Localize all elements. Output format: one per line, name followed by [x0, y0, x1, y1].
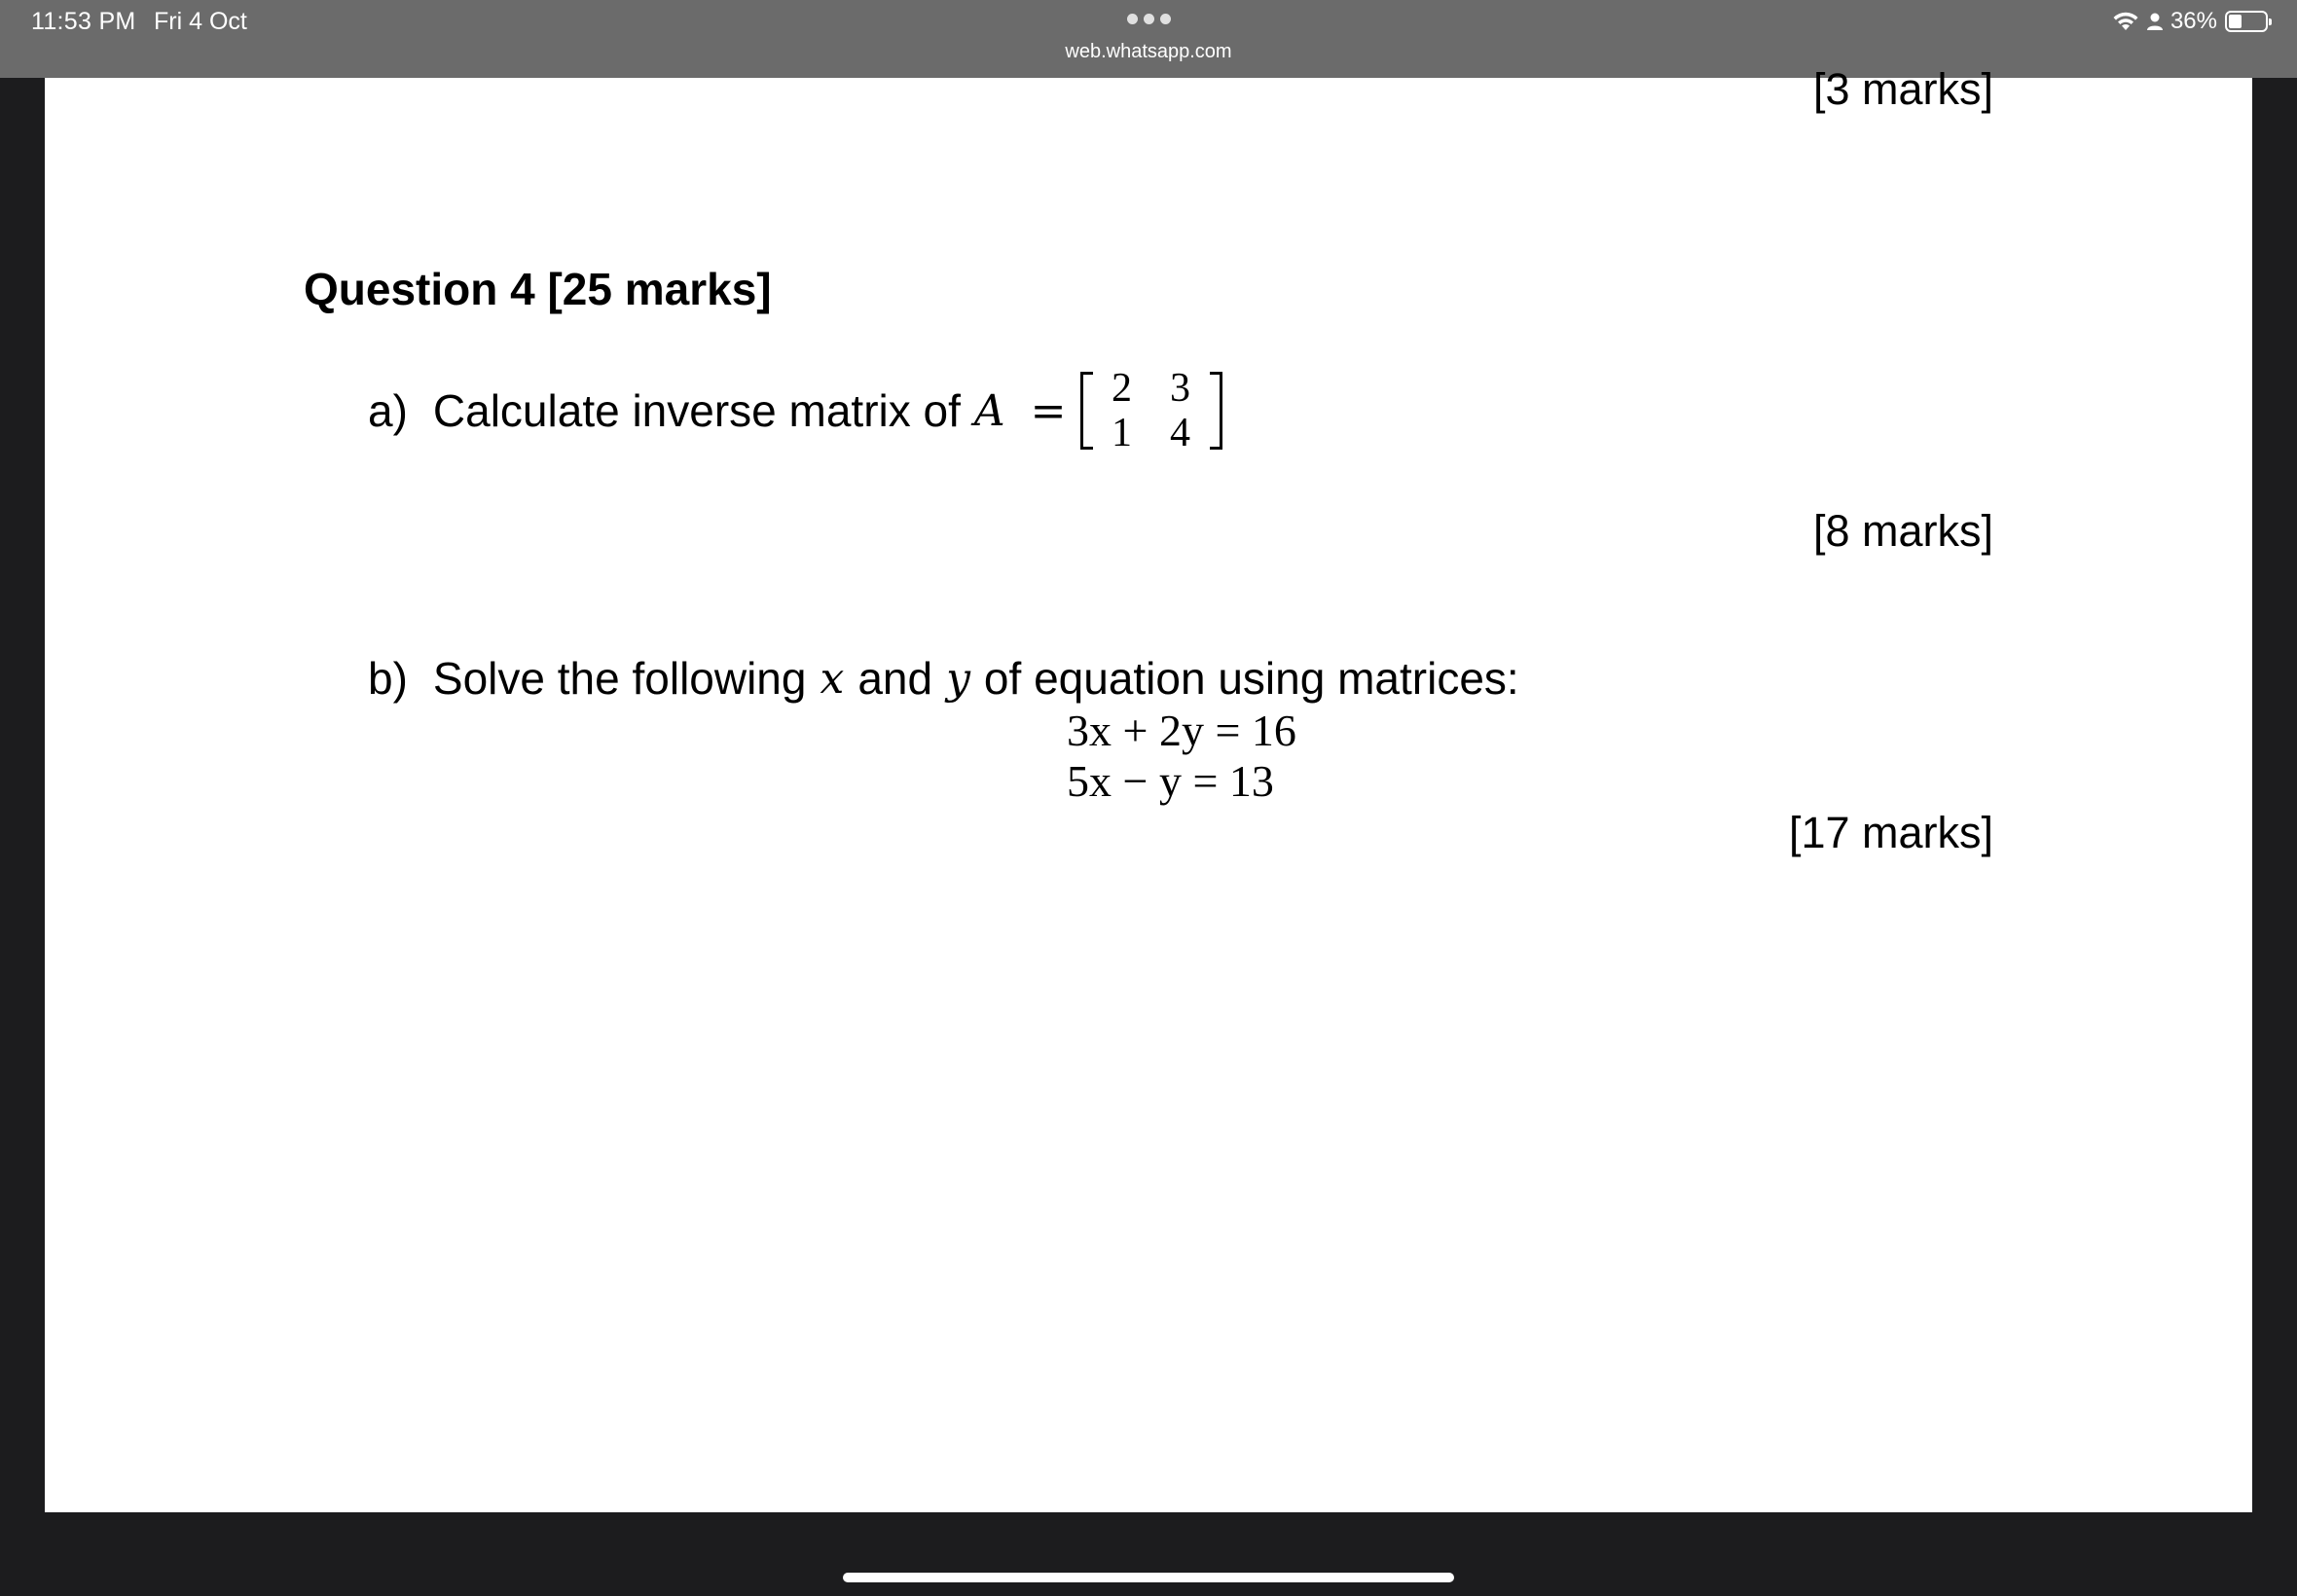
part-b: [368, 652, 1519, 705]
part-b-text-3: of equation using matrices:: [983, 653, 1519, 704]
matrix-a: [1080, 366, 1222, 455]
part-a-text: Calculate inverse matrix of: [432, 385, 961, 436]
matrix-cell: 3: [1170, 366, 1191, 411]
equals-sign: =: [1030, 385, 1067, 436]
wifi-icon: [2112, 11, 2139, 32]
battery-icon: [2225, 11, 2268, 32]
document-page: [45, 64, 2252, 1512]
left-bracket: [1080, 372, 1093, 450]
part-b-marks: [17 marks]: [1788, 808, 1993, 857]
right-bracket: [1210, 372, 1222, 450]
more-dots-icon[interactable]: [1127, 14, 1171, 24]
var-x: x: [820, 653, 845, 704]
prev-marks: [3 marks]: [1812, 64, 1993, 114]
browser-url[interactable]: web.whatsapp.com: [1065, 41, 1232, 62]
home-indicator[interactable]: [843, 1573, 1454, 1582]
matrix-cell: 4: [1170, 411, 1191, 455]
matrix-cell: 1: [1112, 411, 1133, 455]
status-time: 11:53 PM: [31, 8, 136, 35]
equation-2: 5x − y = 13: [1067, 756, 1274, 806]
matrix-cell: 2: [1112, 366, 1133, 411]
equation-1: 3x + 2y = 16: [1067, 706, 1296, 755]
battery-level: [2229, 15, 2242, 28]
equation-system: [1067, 706, 1296, 807]
part-b-text-2: and: [857, 653, 933, 704]
battery-percent: 36%: [2169, 8, 2217, 34]
part-a-marks: [8 marks]: [1812, 506, 1993, 556]
matrix-variable: A: [973, 385, 1005, 436]
part-b-text-1: Solve the following: [432, 653, 807, 704]
part-b-label: b): [368, 653, 408, 704]
status-date: Fri 4 Oct: [154, 8, 247, 35]
part-a-label: a): [368, 385, 408, 436]
part-a: [368, 366, 1222, 455]
question-heading: Question 4 [25 marks]: [304, 264, 772, 314]
var-y: y: [946, 653, 970, 704]
person-icon: [2147, 12, 2163, 31]
status-indicators: [2112, 8, 2268, 35]
